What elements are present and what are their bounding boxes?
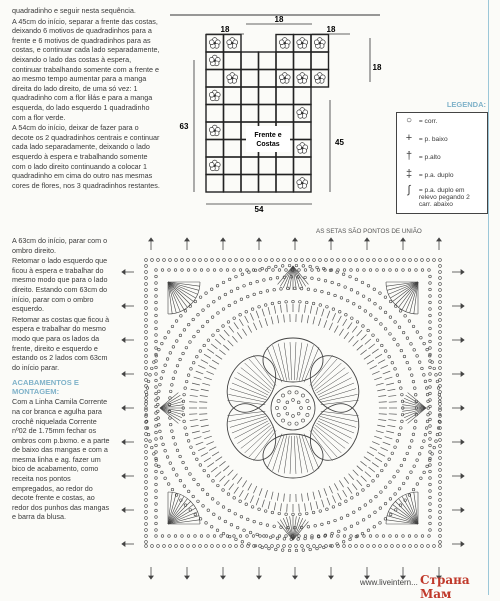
grid-square	[259, 52, 277, 70]
grid-square	[206, 70, 224, 88]
grid-square	[241, 70, 259, 88]
center-label: Costas	[256, 141, 279, 148]
flower-icon	[209, 125, 220, 136]
grid-square	[224, 175, 242, 193]
instructions-lower	[12, 236, 112, 523]
center-flower	[217, 338, 368, 478]
dimension-height: 63	[180, 122, 189, 131]
garment-diagram	[170, 10, 390, 215]
grid-square	[224, 157, 242, 175]
grid-square	[276, 87, 294, 105]
dimension-right: 18	[373, 63, 382, 72]
grid-square	[241, 105, 259, 123]
legend-row	[401, 187, 485, 208]
arrow-icon	[452, 270, 464, 274]
dimension-mid: 45	[335, 138, 344, 147]
legend-box	[396, 112, 488, 214]
grid-square	[311, 52, 329, 70]
arrow-icon	[122, 406, 134, 410]
grid-square	[259, 157, 277, 175]
flower-icon	[209, 55, 220, 66]
arrow-icon	[122, 508, 134, 512]
arrow-icon	[452, 474, 464, 478]
grid-square	[224, 122, 242, 140]
grid-square	[224, 52, 242, 70]
watermark-logo: Страна Мам	[420, 573, 500, 601]
arrow-icon	[452, 406, 464, 410]
grid-square	[294, 157, 312, 175]
page-edge-line	[488, 0, 489, 595]
grid-square	[276, 105, 294, 123]
grid-square	[259, 105, 277, 123]
legend-title: LEGENDA:	[396, 100, 490, 109]
grid-square	[294, 122, 312, 140]
flower-icon	[209, 90, 220, 101]
grid-square	[276, 175, 294, 193]
double-crochet-icon: †	[401, 153, 417, 160]
chain-icon: ○	[401, 117, 417, 124]
legend	[396, 100, 490, 215]
corner-fan	[168, 282, 200, 314]
center-label: Frente e	[254, 132, 281, 139]
arrow-icon	[401, 238, 405, 250]
arrow-icon	[185, 567, 189, 579]
corner-fan	[386, 492, 418, 524]
flower-icon	[227, 38, 238, 49]
raised-treble-icon: ∫	[401, 187, 417, 194]
arrow-icon	[122, 474, 134, 478]
arrow-icon	[452, 542, 464, 546]
dimension-right-sleeve: 18	[327, 25, 336, 34]
grid-square	[241, 87, 259, 105]
flower-icon	[297, 108, 308, 119]
grid-square	[224, 87, 242, 105]
flower-icon	[209, 38, 220, 49]
arrow-icon	[149, 238, 153, 250]
flower-icon	[297, 143, 308, 154]
flower-icon	[314, 38, 325, 49]
flower-motifs	[209, 38, 325, 189]
grid-square	[294, 52, 312, 70]
grid-square	[241, 52, 259, 70]
side-fan	[160, 393, 184, 424]
grid-square	[276, 52, 294, 70]
flower-icon	[297, 178, 308, 189]
arrow-icon	[122, 440, 134, 444]
crochet-chart	[116, 222, 470, 584]
legend-label: = p.a. duplo em relevo pegando 2 carr. abaixo	[419, 187, 483, 208]
flower-icon	[279, 38, 290, 49]
side-fan	[402, 393, 426, 424]
section-title: ACABAMENTOS E MONTAGEM:	[12, 378, 112, 396]
grid-square	[259, 70, 277, 88]
flower-center	[271, 386, 315, 430]
arrow-icon	[257, 238, 261, 250]
grid-square	[206, 105, 224, 123]
flower-icon	[227, 73, 238, 84]
arrow-icon	[452, 508, 464, 512]
grid-square	[224, 105, 242, 123]
grid-square	[206, 140, 224, 158]
instruction-paragraph: A 45cm do início, separar a frente das costas, deixando 6 motivos de quadradinhos para a frente e 6 motivos de quadradinhos para as costas, e continuar cada lado separadamente, deixando o lado das costas à espera, continuar trabalhando somente com a frente e ao mesmo tempo aumentar para a manga direita do lado direito, de uma só vez: 1 quadradinho com a flor lilás e para a manga esquerda, do lado esquerdo 1 quadradinho com a flor verde.	[12, 17, 162, 123]
grid-square	[241, 157, 259, 175]
arrow-icon	[437, 238, 441, 250]
arrow-icon	[122, 270, 134, 274]
arrow-icon	[221, 567, 225, 579]
grid-square	[294, 87, 312, 105]
arrow-icon	[221, 238, 225, 250]
legend-label: = p.a. duplo	[419, 172, 454, 179]
instruction-paragraph: A 54cm do início, deixar de fazer para o decote os 2 quadradinhos centrais e continuar cada lado separadamente, deixando o lado esquerdo à espera e trabalhando somente com o lado direito continuando a colocar 1 quadradinho em cima do outro nas mesmas cores de flores, nos 3 quadradinhos restantes.	[12, 123, 162, 190]
arrow-icon	[122, 542, 134, 546]
arrow-icon	[329, 238, 333, 250]
corner-fan	[168, 492, 200, 524]
arrow-icon	[293, 238, 297, 250]
grid-square	[259, 175, 277, 193]
instruction-paragraph: quadradinho e seguir nesta sequência.	[12, 6, 162, 16]
grid-square	[224, 140, 242, 158]
flower-icon	[209, 160, 220, 171]
chart-note: AS SETAS SÃO PONTOS DE UNIÃO	[316, 228, 422, 235]
arrow-icon	[452, 338, 464, 342]
legend-label: = corr.	[419, 118, 438, 125]
legend-label: = p. baixo	[419, 136, 448, 143]
arrow-icon	[257, 567, 261, 579]
instruction-paragraph: Retomar o lado esquerdo que ficou à espera e trabalhar do mesmo modo que para o lado direito. Estando com 63cm do início, parar com o ombro esquerdo.	[12, 256, 112, 314]
arrow-icon	[452, 372, 464, 376]
grid-square	[276, 157, 294, 175]
dimension-left-sleeve: 18	[221, 25, 230, 34]
corner-fan	[386, 282, 418, 314]
arrow-icon	[122, 372, 134, 376]
grid-square	[259, 87, 277, 105]
grid-square	[241, 175, 259, 193]
single-crochet-icon: +	[401, 135, 417, 142]
legend-row	[401, 135, 448, 143]
arrow-icon	[452, 304, 464, 308]
arrow-icon	[122, 338, 134, 342]
treble-crochet-icon: ‡	[401, 171, 417, 178]
arrow-icon	[293, 567, 297, 579]
grid-squares	[206, 35, 329, 193]
legend-label: = p.alto	[419, 154, 441, 161]
flower-icon	[279, 73, 290, 84]
flower-icon	[314, 73, 325, 84]
legend-row	[401, 171, 454, 179]
arrow-icon	[149, 567, 153, 579]
site-url: www.liveintern...	[360, 578, 418, 587]
instructions-column	[12, 6, 162, 191]
arrow-icon	[365, 238, 369, 250]
legend-row	[401, 153, 441, 161]
instruction-paragraph: Retomar as costas que ficou à espera e trabalhar do mesmo modo que para os lados da frente, direito e esquerdo e estando os 2 lados com 63cm do início parar.	[12, 315, 112, 373]
flower-icon	[297, 73, 308, 84]
instruction-paragraph: A 63cm do início, parar com o ombro direito.	[12, 236, 112, 255]
flower-icon	[297, 38, 308, 49]
dimension-top: 18	[275, 15, 284, 24]
legend-row	[401, 117, 437, 125]
arrow-icon	[122, 304, 134, 308]
section-text: Com a Linha Camila Corrente na cor branca e agulha para crochê niquelada Corrente nº02 de 1.75mm fechar os ombros com p.bxmo. e a parte de baixo das mangas e com a mesma linha e ag. fazer um bico de acabamento, como receita nos pontos empregados, ao redor do decote frente e costas, ao redor dos punhos das mangas e barra da blusa.	[12, 397, 112, 522]
arrow-icon	[329, 567, 333, 579]
dimension-bottom: 54	[255, 205, 264, 214]
arrow-icon	[185, 238, 189, 250]
grid-square	[206, 175, 224, 193]
arrow-icon	[452, 440, 464, 444]
